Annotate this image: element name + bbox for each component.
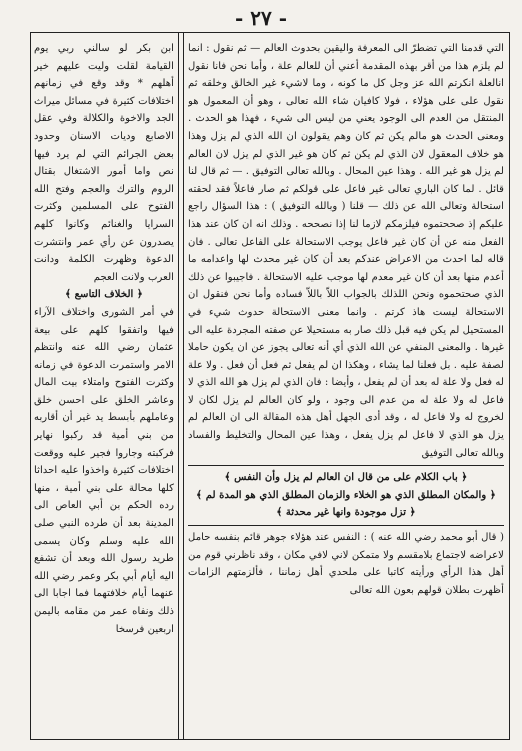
column-divider (178, 32, 184, 740)
side-section-heading: ﴿ الخلاف التاسع ﴾ (65, 288, 143, 301)
section-rule (188, 525, 504, 526)
side-text-block-2: في أمر الشورى واختلاف الآراء فيها واتفقوا كلهم على بيعة عثمان رضي الله عنه وانتظم الامر واستمرت الدعوة في زمانه وكثرت الفتوح وامتلاء بيت المال وعاشر الخلق على احسن خلق وعاملهم بأبسط يد غير أن أقاربه من بني أمية قد ركبوا نهاير فركبته وجاروا فجير عليه ووقعت اختلافات كثيرة واخذوا عليه احداثا كلها محالة على بني أمية ، منها رده الحكم بن أبي العاص الى المدينة بعد أن طرده النبي صلى الله عليه وسلم وكان يسمى طريد رسول الله وبعد أن تشفع اليه أيام أبي بكر وعمر رضي الله عنهما أيام خلافتهما فما اجابا الى ذلك ونفاه عمر من مقامه باليمن اربعين فرسخا (34, 306, 174, 635)
chapter-heading-line-3: ﴿ تزل موجودة وانها غير محدثة ﴾ (276, 506, 416, 519)
main-text-block-2: ( قال أبو محمد رضي الله عنه ) : النفس عند هؤلاء جوهر قائم بنفسه حامل لاعراضه لاجتماع بلامقسم ولا متمكن لاني لافي مكان ، وقد ناظرني قوم من أهل هذا الرأي ورأيته كاتبا على ملحدي أهل زماننا ، فألزمتهم الزامات أظهرت بطلان قولهم بعون الله تعالى (188, 532, 504, 596)
chapter-heading-line-1: ﴿ باب الكلام على من قال ان العالم لم يزل وأن النفس ﴾ (224, 471, 468, 484)
section-rule (188, 465, 504, 466)
page-number: - ٢٧ - (234, 6, 287, 30)
chapter-heading-line-2: ﴿ والمكان المطلق الذي هو الخلاء والزمان المطلق الذي هو المدة لم ﴾ (196, 488, 496, 501)
main-text-block-1: التي قدمنا التي تضطرّ الى المعرفة واليقين بحدوث العالم — ثم نقول : انما لم يلزم هذا من أقر بهذه المقدمة أعني أن للعالم علة ، وأما نحن فانا نقول انالعلة انكرتم الله عز وجل كل ما كونه ، وما لاشيء غير الخالق وخلقه ثم نقول على على هؤلاء ، فولا كافيان شاء الله تعالى ، وهو أن المعمول هو المنتقل من العدم الى الوجود يعني من ليس الى شيء ، فهذا هو الحدث . ومعنى الحدث هو مالم يكن ثم كان وهم يقولون ان الله الذي لم يزل وهذا هو خلاف المعقول لان الذي لم يكن ثم كان هو غير الذي لم يزل لان العالم لم يزل هو غير الله . وهذا عين المحال . وبالله تعالى التوفيق . — ثم قال لنا قائل . لما كان الباري تعالى غير فاعل على قولكم ثم صار فاعلاً فقد لحقته استحالة وتعالى الله عن ذلك — قلنا ( وبالله التوفيق ) : هذا السؤال راجع عليكم إذ صححتموه فيلزمكم لازما لنا إذا نصححه . وذلك انه ان كان عند هذا الفعل منه عن أن كان غير فاعل يوجب الاستحالة على الفاعل تعالى . فان قاله لما احدث من الاعراض عندكم بعد أن كان غير محدث لها واعدامه ما أعدم منها بعد أن كان غير معدم لها موجب عليه الاستحالة . فاجيبوا عن ذلك الذي صحتحموه ونحن اللذلك بالجواب اللاّ باللاّ فساده وأما نحن فنقول ان الاستحالة ليست هاذ كرتم . وانما معنى الاستحالة حدوث شيء في المستحيل لم يكن فيه قبل ذلك صار به مستحيلا عن صفته المجردة عليه الى غيرها . والمعنى المنفي عن الله الذي أي أنه تعالى يجوز عن ان يكون حاملا لصفة عليه . بل فعلنا لما يشاء ، وهكذا ان لم يفعل ثم فعل أن فعل . ولا علة له فعل ولا علة له بعد أن لم يفعل ، وأيضا : فان الذي لم يزل هو الله الذي لا فاعل له ولا علة له من عدم الى وجود ، ولو كان العالم لم يزل لكان لا لخروج له ولا فاعل له ، وقد أدى الجهل أهل هذه المقالة الى ان العالم لم يزل هو الذي لا فاعل لم يزل يفعل ، وهذا عين المحال والتخليط والفساد وبالله تعالى التوفيق (188, 43, 504, 459)
side-text-block-1: ابن بكر لو سالني ربي يوم القيامة لقلت وليت عليهم خير أهلهم * وقد وقع في زمانهم اختلافات كثيرة في مسائل ميراث الجد والاخوة والكلالة وفي عقل الاصابع وديات الاسنان وحدود بعض الجرائم التي لم يرد فيها نص واما أمور الاشتغال بقتال الروم والترك والعجم وفتح الله الفتوح على المسلمين وكثرت السرايا والغنائم وكانوا كلهم يصدرون عن رأي عمر وانتشرت الدعوة وظهرت الكلمة ودانت العرب ولانت العجم (34, 43, 174, 283)
main-column (188, 40, 504, 732)
side-column (34, 40, 174, 732)
